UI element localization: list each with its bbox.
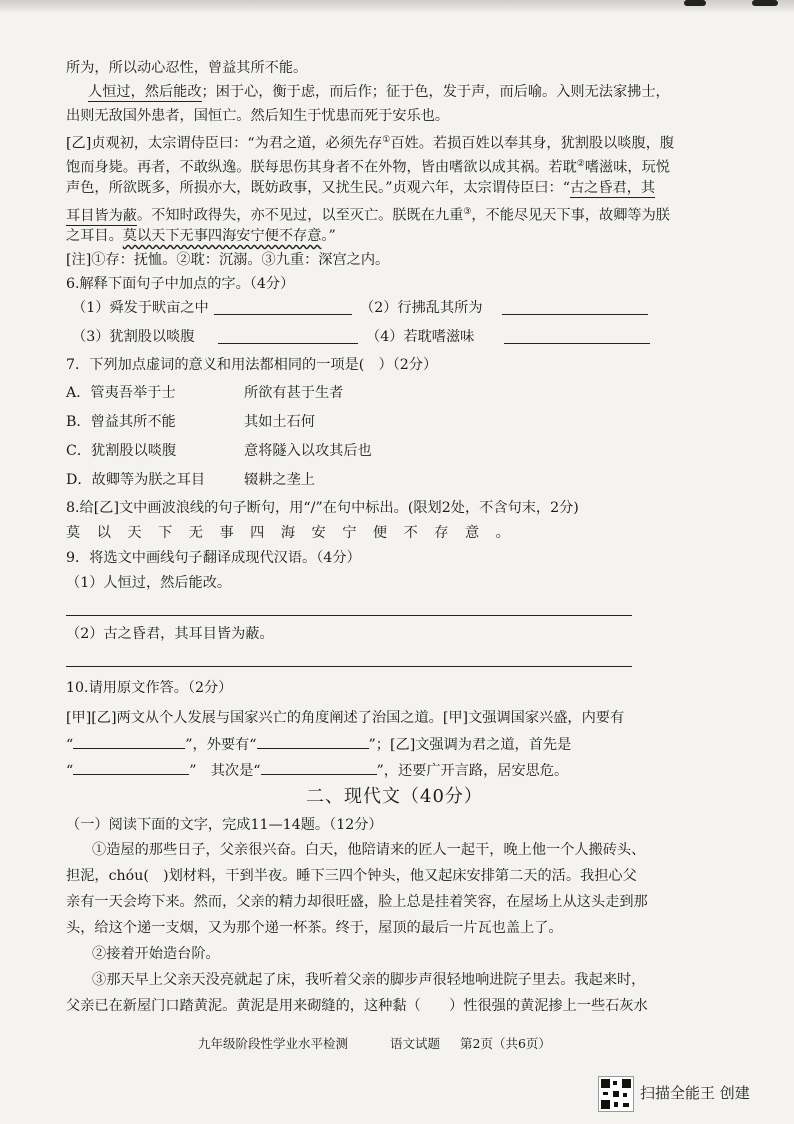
article-paragraph: 头，给这个递一支烟，又为那个递一杯茶。终于，屋顶的最后一片瓦也盖上了。: [66, 920, 563, 936]
article-paragraph: 担泥，chóu( )划材料，干到半夜。睡下三四个钟头，他又起床安排第二天的活。我担心父: [66, 868, 637, 884]
q10-text-line: “ ” 其次是“ ”，还要广开言路，居安思危。: [66, 760, 568, 781]
q9-sentence-1: （1）人恒过，然后能改。: [66, 575, 232, 591]
qr-code-icon: [598, 1076, 634, 1112]
passage-line: 耳目皆为蔽。不知时政得失，亦不见过，以至灭亡。朕既在九重③，不能尽见天下事，故卿等为朕: [66, 207, 670, 224]
q6-answer-blank-3[interactable]: [218, 329, 358, 344]
article-paragraph: ②接着开始造台阶。: [92, 946, 220, 962]
passage-line: 之耳目。莫以天下无事四海安宁便不存意。”: [66, 228, 336, 244]
wavy-underlined-sentence: 莫以天下无事四海安宁便不存意: [122, 228, 322, 244]
q10-blank-2[interactable]: [257, 734, 369, 749]
footer-exam-name: 九年级阶段性学业水平检测: [198, 1036, 349, 1051]
underlined-sentence: 人恒过，然后能改: [88, 84, 202, 100]
passage-line: 出则无敌国外患者，国恒亡。然后知生于忧患而死于安乐也。: [66, 108, 450, 124]
scan-mark: [684, 0, 706, 6]
q7-option-b[interactable]: B．曾益其所不能: [66, 414, 176, 430]
article-paragraph: 父亲已在新屋门口踏黄泥。黄泥是用来砌缝的，这种黏（ ）性很强的黄泥掺上一些石灰水: [66, 998, 648, 1014]
q7-option-c-pair: 意将隧入以攻其后也: [244, 443, 372, 459]
question-10-stem: 10.请用原文作答。（2分）: [66, 680, 233, 696]
passage-line: 人恒过，然后能改；困于心，衡于虑，而后作；征于色，发于声，而后喻。入则无法家拂士，: [88, 84, 670, 100]
article-paragraph: 亲有一天会垮下来。然而，父亲的精力却很旺盛，脸上总是挂着笑容，在屋场上从这头走到那: [66, 894, 648, 910]
q6-answer-blank-1[interactable]: [214, 300, 352, 315]
q6-item-1: （1）舜发于畎亩之中: [72, 300, 209, 316]
q7-option-d-pair: 辍耕之垄上: [244, 472, 315, 488]
q6-item-4: （4）若耽嗜滋味: [366, 329, 475, 345]
scanner-watermark: 扫描全能王 创建: [640, 1084, 750, 1102]
notes: [注]①存：抚恤。②耽：沉溺。③九重：深宫之内。: [66, 252, 390, 268]
q9-sentence-2: （2）古之昏君，其耳目皆为蔽。: [66, 626, 274, 642]
q7-option-a[interactable]: A．管夷吾举于士: [66, 385, 176, 401]
article-paragraph: ①造屋的那些日子，父亲很兴奋。白天，他陪请来的匠人一起干，晚上他一个人搬砖头、: [92, 842, 646, 858]
passage-line: 饱而身毙。再者，不敢纵逸。朕每思伤其身者不在外物，皆由嗜欲以成其祸。若耽②嗜滋味，玩悦: [66, 159, 670, 176]
passage-line: [乙]贞观初，太宗谓侍臣曰：“为君之道，必须先存①百姓。若损百姓以奉其身，犹割股以啖腹，腹: [66, 135, 675, 152]
q10-blank-4[interactable]: [261, 760, 377, 775]
q9-answer-line-1[interactable]: [66, 615, 632, 616]
article-paragraph: ③那天早上父亲天没亮就起了床，我听着父亲的脚步声很轻地响进院子里去。我起来时，: [92, 972, 646, 988]
q10-text-line: “ ”，外要有“ ”；[乙]文强调为君之道，首先是: [66, 734, 571, 755]
q8-sentence-to-punctuate[interactable]: 莫以天下无事四海安宁便不存意。: [66, 525, 527, 541]
underlined-sentence: 耳目皆为蔽: [66, 207, 137, 224]
q7-option-b-pair: 其如土石何: [244, 414, 315, 430]
q10-blank-1[interactable]: [73, 734, 185, 749]
q6-answer-blank-4[interactable]: [504, 329, 650, 344]
section-title: 二、现代文（40分）: [306, 786, 483, 807]
question-9-stem: 9．将选文中画线句子翻译成现代汉语。（4分）: [66, 550, 361, 566]
footer-page-number: 第2页（共6页）: [460, 1036, 551, 1051]
footer-subject: 语文试题: [390, 1036, 441, 1051]
q6-answer-blank-2[interactable]: [502, 300, 648, 315]
q10-text-line: [甲][乙]两文从个人发展与国家兴亡的角度阐述了治国之道。[甲]文强调国家兴盛，内要有: [66, 710, 625, 726]
scan-edge-shadow: [0, 0, 794, 14]
question-8-stem: 8.给[乙]文中画波浪线的句子断句，用“/”在句中标出。(限划2处，不含句末，2分): [66, 500, 579, 516]
section-instructions: （一）阅读下面的文字，完成11—14题。（12分）: [66, 817, 383, 833]
q6-item-2: （2）行拂乱其所为: [360, 300, 483, 316]
q7-option-c[interactable]: C．犹割股以啖腹: [66, 443, 177, 459]
q7-option-d[interactable]: D．故卿等为朕之耳目: [66, 472, 206, 488]
q7-option-a-pair: 所欲有甚于生者: [244, 385, 344, 401]
underlined-sentence: 古之昏君，其: [569, 180, 656, 196]
scan-mark: [752, 0, 778, 6]
q10-blank-3[interactable]: [73, 760, 189, 775]
passage-line: 声色，所欲既多，所损亦大，既妨政事，又扰生民。”贞观六年，太宗谓侍臣曰：“古之昏君，其: [66, 180, 656, 196]
q6-item-3: （3）犹割股以啖腹: [72, 329, 195, 345]
question-7-stem: 7．下列加点虚词的意义和用法都相同的一项是( ）（2分）: [66, 357, 438, 373]
passage-line: 所为，所以动心忍性，曾益其所不能。: [66, 60, 308, 76]
question-6-stem: 6.解释下面句子中加点的字。（4分）: [66, 276, 295, 292]
q9-answer-line-2[interactable]: [66, 666, 632, 667]
